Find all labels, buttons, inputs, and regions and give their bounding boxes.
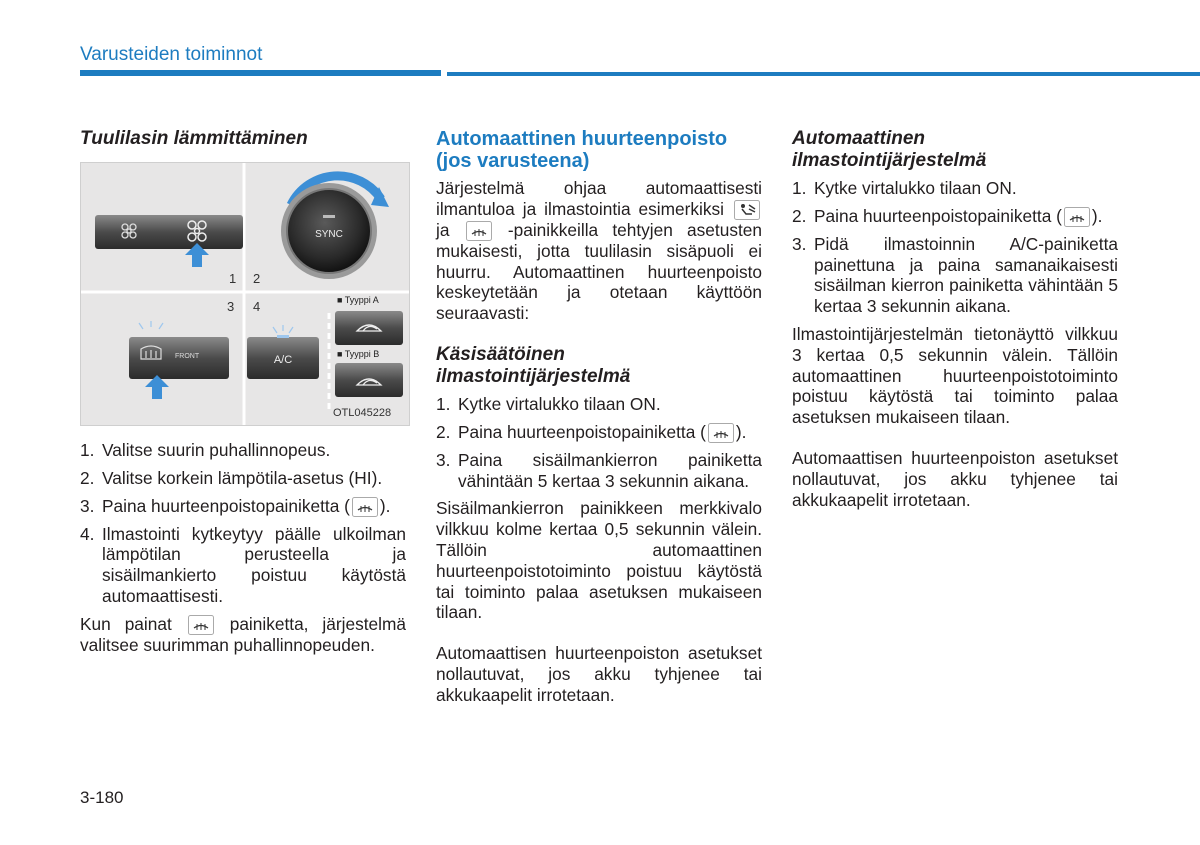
defrost-icon bbox=[188, 615, 214, 635]
column-1 bbox=[80, 128, 406, 656]
list-item: 1. Kytke virtalukko tilaan ON. bbox=[436, 393, 661, 414]
figure-number-2: 2 bbox=[253, 271, 261, 286]
paragraph: Automaattisen huurteenpoiston asetukset nollautuvat, jos akku tyhjenee tai akkukaapelit irrotetaan. bbox=[436, 643, 762, 705]
heading-windshield-heating: Tuulilasin lämmittäminen bbox=[80, 128, 308, 149]
note-paragraph: Kun painat painiketta, järjestelmä valitsee suurimman puhallinnopeuden. bbox=[80, 613, 406, 655]
list-item: 1. Valitse suurin puhallinnopeus. bbox=[80, 440, 331, 460]
ac-label: A/C bbox=[273, 354, 293, 366]
intro-paragraph: Järjestelmä ohjaa automaattisesti ilmantuloa ja ilmastointia esimerkiksi ja -painikkeilla tehtyjen asetusten mukaisesti, jotta tuulilasin sisäpuoli ei huurru. Automaattinen huurteenpoisto keskeytetään ja otetaan käyttöön seuraavasti: bbox=[436, 178, 762, 324]
list-item: 3. Pidä ilmastoinnin A/C-painiketta painettuna ja paina samanaikaisesti sisäilman kierron painiketta vähintään 5 kertaa 3 sekunnin aikana. bbox=[792, 233, 1118, 317]
figure-number-4: 4 bbox=[253, 299, 261, 314]
control-panel-illustration bbox=[81, 163, 409, 425]
defrost-icon bbox=[352, 497, 378, 517]
front-label: FRONT bbox=[175, 353, 200, 360]
air-flow-icon bbox=[734, 200, 760, 220]
list-item: 2. Paina huurteenpoistopainiketta ( ). bbox=[436, 421, 747, 442]
indicator-glow-icon bbox=[273, 325, 293, 333]
paragraph: Sisäilmankierron painikkeen merkkivalo vilkkuu kolme kertaa 0,5 sekunnin välein. Tällöin automaattinen huurteenpoistotoiminto poistuu käytöstä tai toiminto palaa asetuksen mukaiseen tilaan. bbox=[436, 498, 762, 623]
subheading-manual-system: Käsisäätöinen ilmastointijärjestelmä bbox=[436, 343, 631, 387]
page-number: 3-180 bbox=[80, 788, 124, 807]
list-item: 4. Ilmastointi kytkeytyy päälle ulkoilman lämpötilan perusteella ja sisäilmankierto poistuu käytöstä automaattisesti. bbox=[80, 523, 406, 606]
type-b-label: ■ Tyyppi B bbox=[337, 349, 380, 359]
list-item: 3. Paina sisäilmankierron painiketta vähintään 5 kertaa 3 sekunnin aikana. bbox=[436, 449, 762, 491]
fan-button-panel bbox=[95, 215, 243, 249]
header-rule-left bbox=[80, 70, 441, 76]
figure-code: OTL045228 bbox=[333, 407, 392, 419]
defrost-icon bbox=[1064, 207, 1090, 227]
column-3 bbox=[792, 128, 1118, 510]
list-item: 2. Valitse korkein lämpötila-asetus (HI). bbox=[80, 467, 383, 488]
type-a-label: ■ Tyyppi A bbox=[337, 295, 379, 305]
list-item: 2. Paina huurteenpoistopainiketta ( ). bbox=[792, 205, 1103, 226]
defrost-icon bbox=[466, 221, 492, 241]
paragraph: Automaattisen huurteenpoiston asetukset nollautuvat, jos akku tyhjenee tai akkukaapelit irrotetaan. bbox=[792, 447, 1118, 510]
heading-auto-defog: Automaattinen huurteenpoisto (jos varusteena) bbox=[436, 128, 728, 172]
figure-number-1: 1 bbox=[229, 271, 237, 286]
column-2 bbox=[436, 128, 762, 706]
paragraph: Ilmastointijärjestelmän tietonäyttö vilkkuu 3 kertaa 0,5 sekunnin välein. Tällöin automaattinen huurteenpoistotoiminto poistuu käytöstä tai toiminto palaa asetuksen mukaiseen tilaan. bbox=[792, 323, 1118, 428]
figure-number-3: 3 bbox=[227, 299, 235, 314]
heading-automatic-system: Automaattinen ilmastointijärjestelmä bbox=[792, 128, 987, 171]
section-title: Varusteiden toiminnot bbox=[80, 44, 263, 65]
control-panel-figure bbox=[80, 162, 410, 426]
list-item: 1. Kytke virtalukko tilaan ON. bbox=[792, 178, 1017, 198]
recirculation-button-a bbox=[335, 311, 403, 345]
header-rule-right bbox=[447, 72, 1200, 76]
defrost-icon bbox=[708, 423, 734, 443]
list-item: 3. Paina huurteenpoistopainiketta ( ). bbox=[80, 495, 391, 516]
sync-label: SYNC bbox=[315, 229, 343, 240]
